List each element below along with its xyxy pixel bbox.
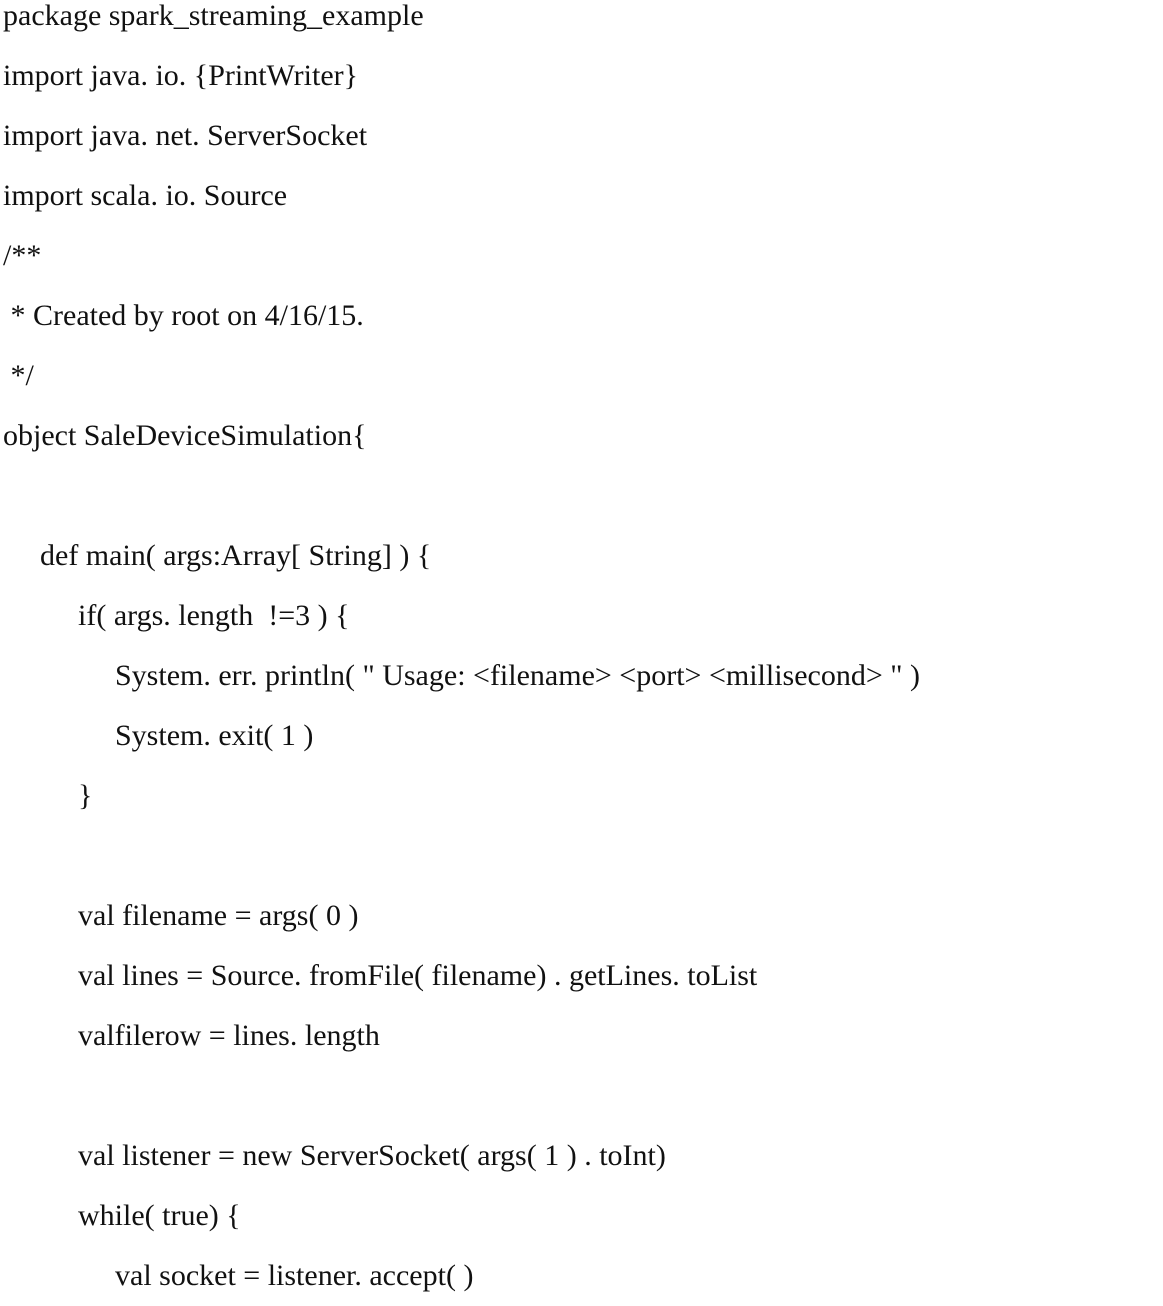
code-line: valfilerow = lines. length xyxy=(78,1019,380,1052)
code-line: val filename = args( 0 ) xyxy=(78,899,359,932)
code-line: System. err. println( " Usage: <filename> <port> <millisecond> " ) xyxy=(115,659,921,692)
code-line: val listener = new ServerSocket( args( 1 ) . toInt) xyxy=(78,1139,666,1172)
code-line: def main( args:Array[ String] ) { xyxy=(40,539,432,572)
code-line: if( args. length !=3 ) { xyxy=(78,599,350,632)
code-line: } xyxy=(78,779,93,812)
code-line: * Created by root on 4/16/15. xyxy=(3,299,364,332)
code-line: val socket = listener. accept( ) xyxy=(115,1259,474,1292)
code-line: import java. io. {PrintWriter} xyxy=(3,59,359,92)
code-line: /** xyxy=(3,239,42,272)
code-line: System. exit( 1 ) xyxy=(115,719,314,752)
code-line: object SaleDeviceSimulation{ xyxy=(3,419,367,452)
code-line: import java. net. ServerSocket xyxy=(3,119,368,152)
code-line: package spark_streaming_example xyxy=(3,0,424,32)
code-line: val lines = Source. fromFile( filename) . getLines. toList xyxy=(78,959,758,992)
code-line: */ xyxy=(3,359,34,392)
code-line: while( true) { xyxy=(78,1199,241,1232)
code-line: import scala. io. Source xyxy=(3,179,288,212)
